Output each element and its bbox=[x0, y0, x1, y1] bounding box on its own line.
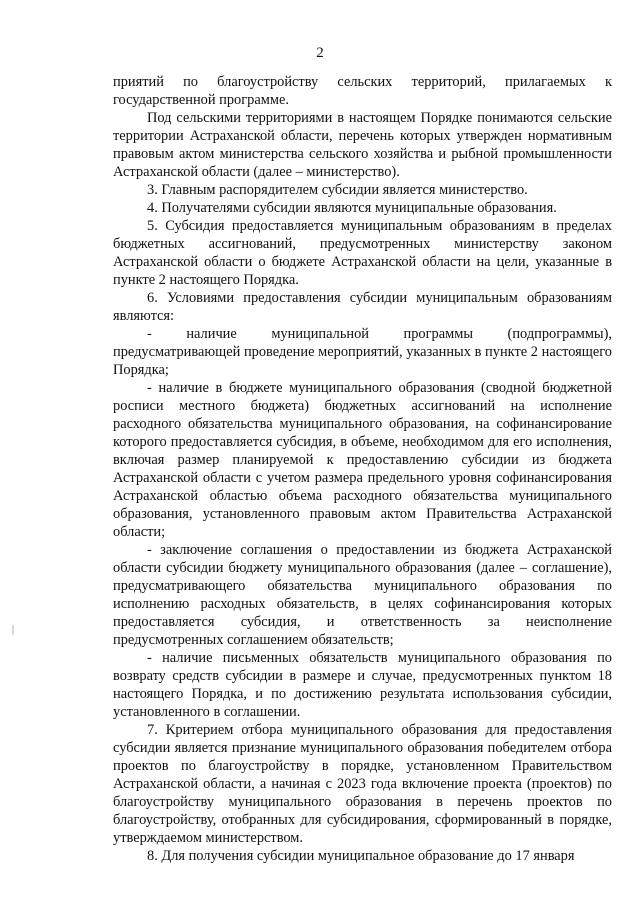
paragraph-3: 3. Главным распорядителем субсидии является министерство. bbox=[147, 182, 528, 198]
paragraph-7: 7. Критерием отбора муниципального образования для предоставления субсидии является признание муниципального образования победителем отбора проектов по благоустройству в порядке, установленном Правительством Астраханской области, а начиная с 2023 года включение проекта (проектов) по благоустройству муниципального образования в перечень проектов по благоустройству, отобранных для субсидирования, сформированный в порядке, утверждаемом министерством. bbox=[113, 722, 612, 846]
list-item-budget: - наличие в бюджете муниципального образования (сводной бюджетной росписи местного бюджета) бюджетных ассигнований на исполнение расходного обязательства муниципального образования, на софинансирование которого предоставляется субсидия, в объеме, необходимом для его исполнения, включая размер планируемой к предоставлению субсидии из бюджета Астраханской области с учетом размера предельного уровня софинансирования Астраханской областью объема расходного обязательства муниципального образования, установленного правовым актом Правительства Астраханской области; bbox=[113, 380, 612, 540]
list-item-agreement: - заключение соглашения о предоставлении из бюджета Астраханской области субсидии бюджету муниципального образования (далее – соглашение), предусматривающего обязательства муниципального образования по исполнению расходных обязательств, в целях софинансирования которых предоставляется субсидия, и ответственность за неисполнение предусмотренных соглашением обязательств; bbox=[113, 542, 612, 648]
scan-margin-mark bbox=[12, 625, 14, 635]
list-item-program: - наличие муниципальной программы (подпрограммы), предусматривающей проведение мероприятий, указанных в пункте 2 настоящего Порядка; bbox=[113, 326, 612, 378]
paragraph-rural-territories: Под сельскими территориями в настоящем Порядке понимаются сельские территории Астраханской области, перечень которых утвержден нормативным правовым актом министерства сельского хозяйства и рыбной промышленности Астраханской области (далее – министерство). bbox=[113, 110, 612, 180]
page-number: 2 bbox=[316, 45, 324, 61]
list-item-obligations: - наличие письменных обязательств муниципального образования по возврату средств субсидии в размере и случае, предусмотренных пунктом 18 настоящего Порядка, и по достижению результата использования субсидии, установленного в соглашении. bbox=[113, 650, 612, 720]
paragraph-6: 6. Условиями предоставления субсидии муниципальным образованиям являются: bbox=[113, 290, 612, 324]
document-body bbox=[113, 73, 612, 865]
paragraph-5: 5. Субсидия предоставляется муниципальным образованиям в пределах бюджетных ассигнований, предусмотренных министерству законом Астраханской области о бюджете Астраханской области на цели, указанные в пункте 2 настоящего Порядка. bbox=[113, 218, 612, 288]
paragraph-4: 4. Получателями субсидии являются муниципальные образования. bbox=[147, 200, 557, 216]
paragraph-continuation: приятий по благоустройству сельских территорий, прилагаемых к государственной программе. bbox=[113, 74, 612, 108]
paragraph-8: 8. Для получения субсидии муниципальное образование до 17 января bbox=[147, 848, 575, 864]
